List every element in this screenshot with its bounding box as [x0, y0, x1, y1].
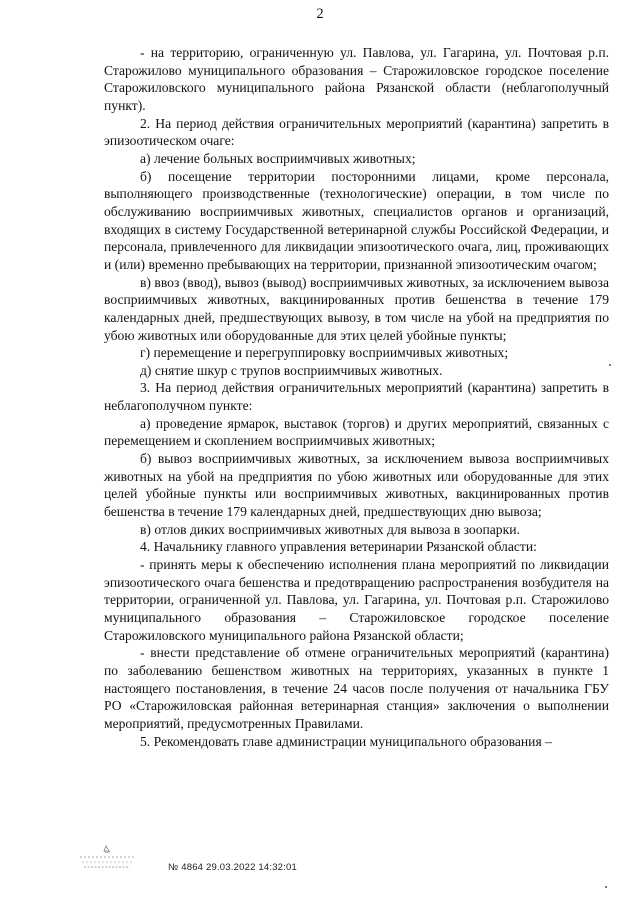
paragraph: в) отлов диких восприимчивых животных для вывоза в зоопарки.: [140, 521, 520, 537]
paragraph: а) лечение больных восприимчивых животных;: [140, 150, 416, 166]
document-body: [104, 44, 609, 750]
scan-speck: [609, 364, 611, 366]
paragraph: 2. На период действия ограничительных мероприятий (карантина) запретить в эпизоотическом очаге:: [104, 115, 609, 149]
paragraph: 4. Начальнику главного управления ветеринарии Рязанской области:: [140, 539, 537, 555]
paragraph: - внести представление об отмене ограничительных мероприятий (карантина) по заболеванию бешенством животных на территориях, указанных в пункте 1 настоящего постановления, в течение 24 часов после получения от начальника ГБУ РО «Старожиловская районная ветеринарная станция» заключения о выполнении мероприятий, предусмотренных Правилами.: [104, 645, 609, 731]
paragraph: - принять меры к обеспечению исполнения плана мероприятий по ликвидации эпизоотического очага бешенства и предотвращению распространения возбудителя на территории, ограниченной ул. Павлова, ул. Гагарина, ул. Почтовая р.п. Старожилово муниципального образования – Старожиловское городское поселение Старожиловского муниципального района Рязанской области;: [104, 557, 609, 643]
page-number: 2: [316, 6, 324, 22]
paragraph: в) ввоз (ввод), вывоз (вывод) восприимчивых животных, за исключением вывоза восприимчивых животных, вакцинированных против бешенства в течение 179 календарных дней, предшествующих вывозу, в том числе на убой на предприятия по убою животных или оборудованные для этих целей убойные пункты;: [104, 274, 609, 343]
paragraph: - на территорию, ограниченную ул. Павлова, ул. Гагарина, ул. Почтовая р.п. Старожилово муниципального образования – Старожиловское городское поселение Старожиловского муниципального района Рязанской области (неблагополучный пункт).: [104, 45, 609, 113]
paragraph: г) перемещение и перегруппировку восприимчивых животных;: [140, 345, 509, 361]
paragraph: б) вывоз восприимчивых животных, за исключением вывоза восприимчивых животных на убой на предприятия по убою животных или оборудованные для этих целей убойные пункты или восприимчивых животных, вакцинированных против бешенства в течение 179 календарных дней, предшествующих дню вывоза;: [104, 451, 609, 520]
paragraph: д) снятие шкур с трупов восприимчивых животных.: [140, 362, 443, 378]
paragraph: а) проведение ярмарок, выставок (торгов) и других мероприятий, связанных с перемещением и скоплением восприимчивых животных;: [104, 415, 609, 449]
paragraph: 5. Рекомендовать главе администрации муниципального образования –: [140, 733, 552, 749]
registration-stamp: № 4864 29.03.2022 14:32:01: [168, 862, 297, 873]
document-logo-mark: [76, 843, 138, 873]
paragraph: б) посещение территории посторонними лицами, кроме персонала, выполняющего производственные (технологические) операции, в том числе по обслуживанию восприимчивых животных, специалистов органов и организаций, входящих в систему Государственной ветеринарной службы Российской Федерации, и персонала, привлеченного для ликвидации эпизоотического очага, лиц, проживающих и (или) временно пребывающих на территории, признанной эпизоотическим очагом;: [104, 168, 609, 272]
scan-speck: [605, 886, 607, 888]
paragraph: 3. На период действия ограничительных мероприятий (карантина) запретить в неблагополучном пункте:: [104, 380, 609, 414]
